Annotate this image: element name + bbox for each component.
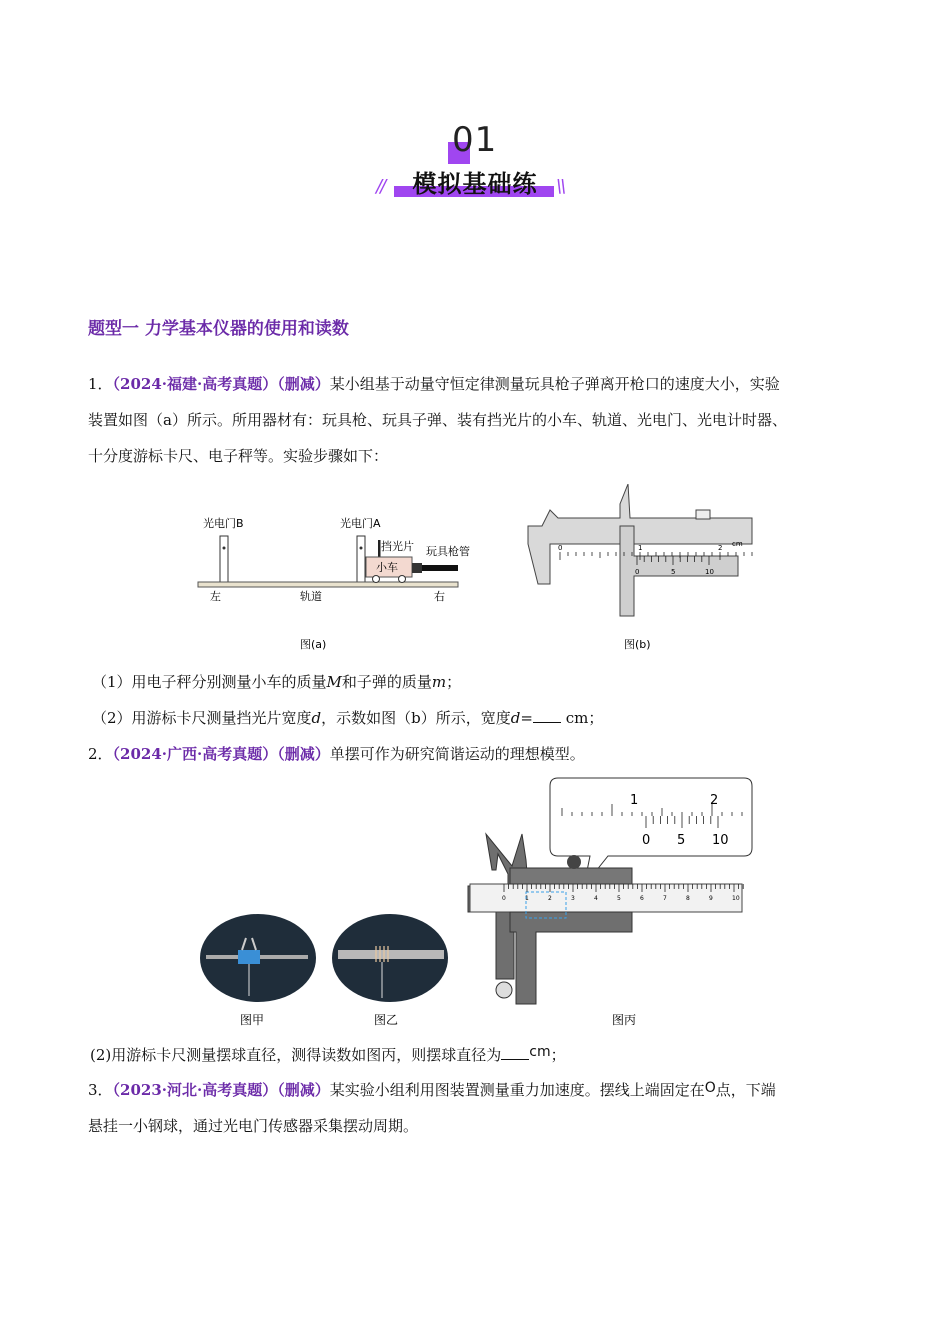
main-label: 0 (558, 544, 563, 552)
answer-blank[interactable] (533, 708, 561, 723)
car-wheel (373, 576, 380, 583)
point-O: O (704, 1080, 716, 1096)
step-text: ； (446, 673, 462, 691)
caliper-label: 3 (571, 895, 575, 902)
step-1 (92, 664, 872, 700)
caption-yi: 图乙 (374, 1013, 399, 1027)
question-text: 点，下端 (715, 1081, 776, 1099)
question-1-steps (92, 664, 872, 736)
lock-screw (696, 510, 710, 519)
main-label: 1 (638, 544, 643, 552)
vernier-label: 5 (671, 568, 676, 576)
question-2 (88, 736, 868, 772)
symbol-m: m (431, 673, 447, 691)
zoom-vernier-label: 10 (712, 833, 729, 848)
caliper-label: 7 (663, 895, 667, 902)
caliper-label: 2 (548, 895, 552, 902)
question-text: 某小组基于动量守恒定律测量玩具枪子弹离开枪口的速度大小，实验 (329, 375, 780, 393)
photogate-b (220, 536, 228, 584)
question-number: 3． (88, 1081, 113, 1099)
figure-b-vernier (520, 484, 760, 656)
binder-clip (238, 950, 260, 964)
label-gate-a: 光电门A (340, 517, 381, 530)
step-text: 和子弹的质量 (341, 673, 432, 691)
question-source-tag: （2024·广西·高考真题）（删减） (112, 745, 330, 763)
step-text: = (520, 709, 533, 727)
vernier-label: 10 (705, 568, 714, 576)
label-gun: 玩具枪管 (426, 545, 470, 558)
caliper-label: 8 (686, 895, 690, 902)
chapter-title: 模拟基础练 (412, 170, 538, 198)
banner-slash-left: // (376, 176, 385, 197)
unit-text: cm (529, 1044, 551, 1060)
gun-muzzle (412, 563, 422, 573)
pendulum-ball (496, 982, 512, 998)
question-source-tag: （2023·河北·高考真题）（删减） (112, 1081, 330, 1099)
question-text: 单摆可作为研究简谐运动的理想模型。 (329, 745, 585, 763)
figure-a-apparatus (190, 510, 470, 660)
question-number: 2． (88, 745, 113, 763)
photogate-a-sensor (360, 547, 363, 550)
label-right: 右 (434, 590, 445, 603)
zoom-vernier-label: 0 (642, 833, 651, 848)
caption-jia: 图甲 (240, 1013, 265, 1027)
photogate-b-sensor (223, 547, 226, 550)
car-wheel (399, 576, 406, 583)
step-text: （2）用游标卡尺测量挡光片宽度 (92, 709, 312, 727)
caliper-label: 0 (502, 895, 506, 902)
symbol-M: M (326, 673, 342, 691)
toy-gun-barrel (422, 565, 458, 571)
photogate-a (357, 536, 365, 584)
caliper-main-scale (470, 884, 742, 912)
track (198, 582, 458, 587)
chapter-banner (376, 164, 570, 204)
step-text: (2)用游标卡尺测量摆球直径，测得读数如图丙，则摆球直径为 (90, 1046, 502, 1064)
zoom-main-label: 1 (630, 793, 639, 808)
caliper-label: 10 (732, 895, 740, 902)
label-track: 轨道 (300, 590, 322, 603)
label-shutter: 挡光片 (381, 540, 414, 553)
symbol-d: d (311, 709, 322, 727)
question-2-step (90, 1034, 870, 1073)
unit-label: cm (732, 540, 743, 548)
label-left: 左 (210, 590, 221, 603)
question-source-tag: （2024·福建·高考真题）（删减） (112, 375, 330, 393)
chapter-number-text: 01 (452, 120, 498, 160)
question-text: 某实验小组利用图装置测量重力加速度。摆线上端固定在 (329, 1081, 705, 1099)
zoom-main-label: 2 (710, 793, 719, 808)
label-gate-b: 光电门B (203, 517, 244, 530)
caption-figure-b: 图(b) (624, 638, 651, 651)
caliper-label: 1 (525, 895, 529, 902)
question-3-line-1 (88, 1070, 868, 1108)
step-text: ； (550, 1046, 566, 1064)
question-text: 十分度游标卡尺、电子秤等。实验步骤如下： (88, 447, 389, 465)
caliper-label: 4 (594, 895, 598, 902)
question-number: 1． (88, 375, 113, 393)
section-title: 题型一 力学基本仪器的使用和读数 (88, 319, 349, 339)
caliper-slider-top (510, 868, 632, 884)
vernier-label: 0 (635, 568, 640, 576)
step-2 (92, 700, 872, 736)
question-2-line-1 (88, 736, 868, 772)
caliper-label: 5 (617, 895, 621, 902)
question-1 (88, 366, 868, 474)
zoom-vernier-label: 5 (677, 833, 686, 848)
question-text: 装置如图（a）所示。所用器材有：玩具枪、玩具子弹、装有挡光片的小车、轨道、光电门、光电计时器、 (88, 411, 787, 429)
rod (338, 950, 444, 959)
banner-slash-right: \\ (556, 176, 565, 197)
label-car: 小车 (376, 561, 398, 574)
lock-screw (567, 855, 581, 869)
step-text: ，示数如图（b）所示，宽度 (321, 709, 511, 727)
caliper-label: 9 (709, 895, 713, 902)
figure-q2 (196, 774, 756, 1034)
question-3 (88, 1070, 868, 1144)
main-label: 2 (718, 544, 723, 552)
question-text: 悬挂一小钢球，通过光电门传感器采集摆动周期。 (88, 1117, 419, 1135)
caption-bing: 图丙 (612, 1013, 637, 1027)
step-text: cm； (560, 709, 604, 727)
step-text: （1）用电子秤分别测量小车的质量 (92, 673, 327, 691)
caliper-label: 6 (640, 895, 644, 902)
caption-figure-a: 图(a) (300, 638, 327, 651)
answer-blank[interactable] (501, 1045, 529, 1060)
chapter-number (430, 120, 520, 168)
caliper-vernier-jaw (510, 912, 632, 1004)
symbol-d: d (510, 709, 521, 727)
question-1-line-1 (88, 366, 868, 402)
